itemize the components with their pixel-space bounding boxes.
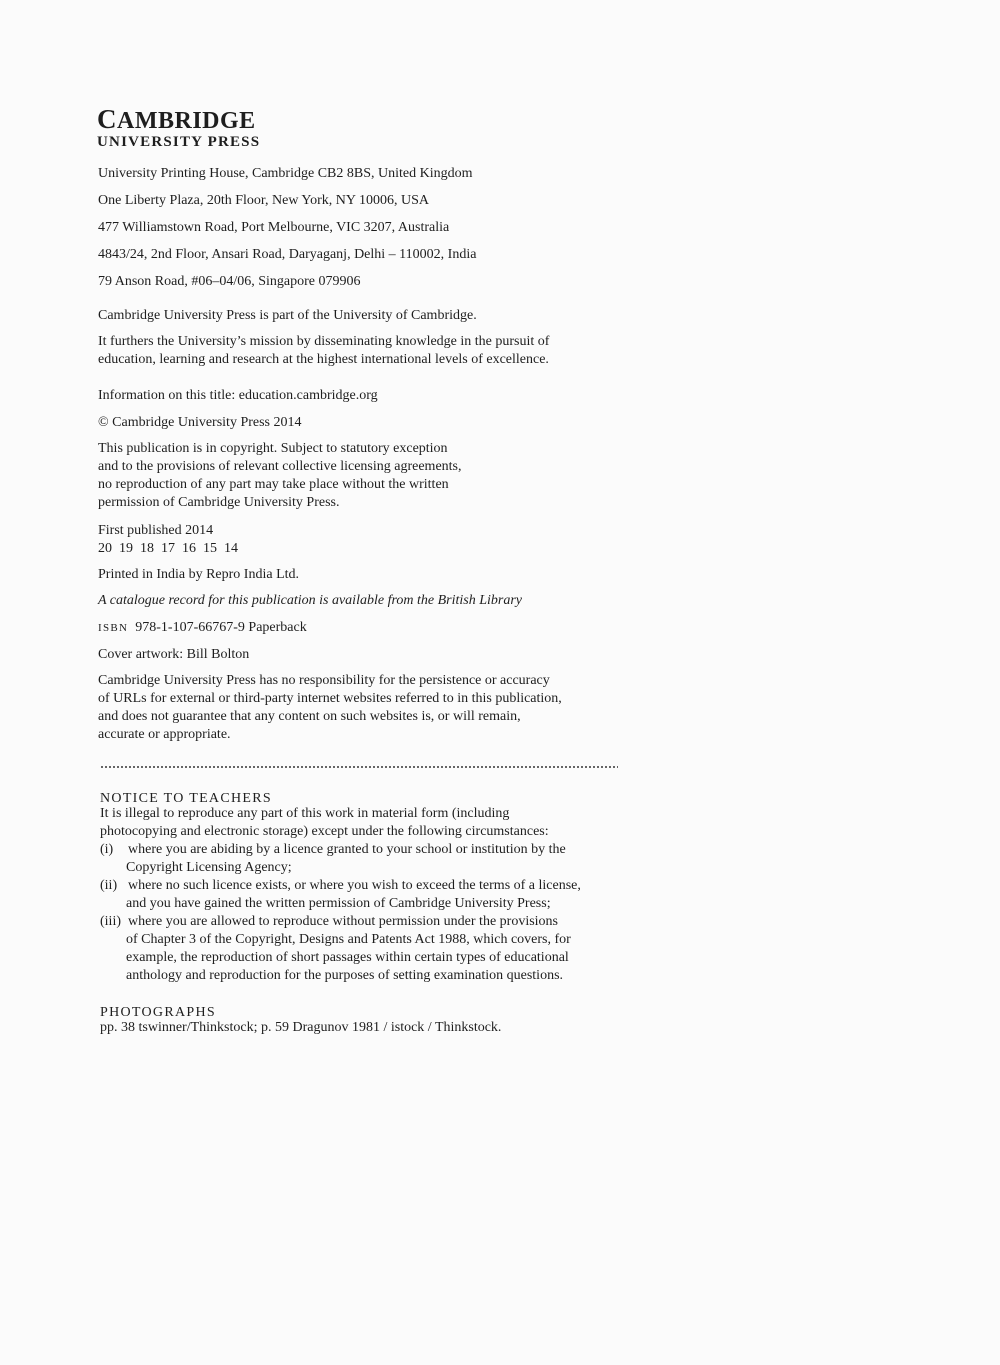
about-text: Cambridge University Press is part of the University of Cambridge. xyxy=(98,308,477,323)
notice-heading: NOTICE TO TEACHERS xyxy=(100,791,272,806)
notice-item-cont: of Chapter 3 of the Copyright, Designs and Patents Act 1988, which covers, for xyxy=(126,932,571,947)
dotted-divider xyxy=(100,766,618,768)
photo-credits: pp. 38 tswinner/Thinkstock; p. 59 Dragunov 1981 / istock / Thinkstock. xyxy=(100,1020,502,1035)
notice-item: (ii) where no such licence exists, or where you wish to exceed the terms of a license, xyxy=(100,878,581,893)
notice-intro-line: photocopying and electronic storage) except under the following circumstances: xyxy=(100,824,549,839)
printer-info: Printed in India by Repro India Ltd. xyxy=(98,567,300,582)
disclaimer-line: of URLs for external or third-party internet websites referred to in this publication, xyxy=(98,691,562,706)
first-published: First published 2014 xyxy=(98,523,214,538)
print-line: 20 19 18 17 16 15 14 xyxy=(98,541,238,556)
isbn-line xyxy=(98,619,307,637)
item-number: (ii) xyxy=(100,878,118,893)
address-line: One Liberty Plaza, 20th Floor, New York, NY 10006, USA xyxy=(98,193,430,208)
isbn-value: 978-1-107-66767-9 Paperback xyxy=(135,620,307,635)
copyright-notice-line: This publication is in copyright. Subject to statutory exception xyxy=(98,441,448,456)
notice-item: (iii) where you are allowed to reproduce without permission under the provisions xyxy=(100,914,559,929)
copyright-notice-line: no reproduction of any part may take place without the written xyxy=(98,477,449,492)
disclaimer-line: Cambridge University Press has no responsibility for the persistence or accuracy xyxy=(98,673,550,688)
address-line: 79 Anson Road, #06–04/06, Singapore 079906 xyxy=(98,274,361,289)
copyright-line: © Cambridge University Press 2014 xyxy=(98,415,302,430)
item-number: (iii) xyxy=(100,914,121,929)
notice-item-cont: anthology and reproduction for the purposes of setting examination questions. xyxy=(126,968,564,983)
mission-line: It furthers the University’s mission by disseminating knowledge in the pursuit of xyxy=(98,334,550,349)
notice-intro-line: It is illegal to reproduce any part of this work in material form (including xyxy=(100,806,510,821)
logo-wordmark: CAMBRIDGE xyxy=(97,104,256,134)
copyright-notice-line: permission of Cambridge University Press. xyxy=(98,495,340,510)
isbn-label: ISBN xyxy=(98,622,129,634)
copyright-notice-line: and to the provisions of relevant collective licensing agreements, xyxy=(98,459,462,474)
item-number: (i) xyxy=(100,842,114,857)
address-line: 477 Williamstown Road, Port Melbourne, VIC 3207, Australia xyxy=(98,220,450,235)
address-line: University Printing House, Cambridge CB2 8BS, United Kingdom xyxy=(98,166,473,181)
title-info: Information on this title: education.cambridge.org xyxy=(98,388,378,403)
disclaimer-line: accurate or appropriate. xyxy=(98,727,231,742)
publisher-logo xyxy=(97,106,260,151)
address-line: 4843/24, 2nd Floor, Ansari Road, Daryaganj, Delhi – 110002, India xyxy=(98,247,477,262)
cover-artwork: Cover artwork: Bill Bolton xyxy=(98,647,250,662)
disclaimer-line: and does not guarantee that any content on such websites is, or will remain, xyxy=(98,709,521,724)
notice-item-cont: example, the reproduction of short passages within certain types of educational xyxy=(126,950,569,965)
mission-line: education, learning and research at the highest international levels of excellence. xyxy=(98,352,549,367)
notice-item-cont: and you have gained the written permission of Cambridge University Press; xyxy=(126,896,551,911)
photographs-heading: PHOTOGRAPHS xyxy=(100,1005,216,1020)
notice-item: (i) where you are abiding by a licence granted to your school or institution by the xyxy=(100,842,566,857)
logo-subtitle: UNIVERSITY PRESS xyxy=(97,134,261,150)
catalogue-record: A catalogue record for this publication is available from the British Library xyxy=(98,593,522,608)
notice-item-cont: Copyright Licensing Agency; xyxy=(126,860,292,875)
